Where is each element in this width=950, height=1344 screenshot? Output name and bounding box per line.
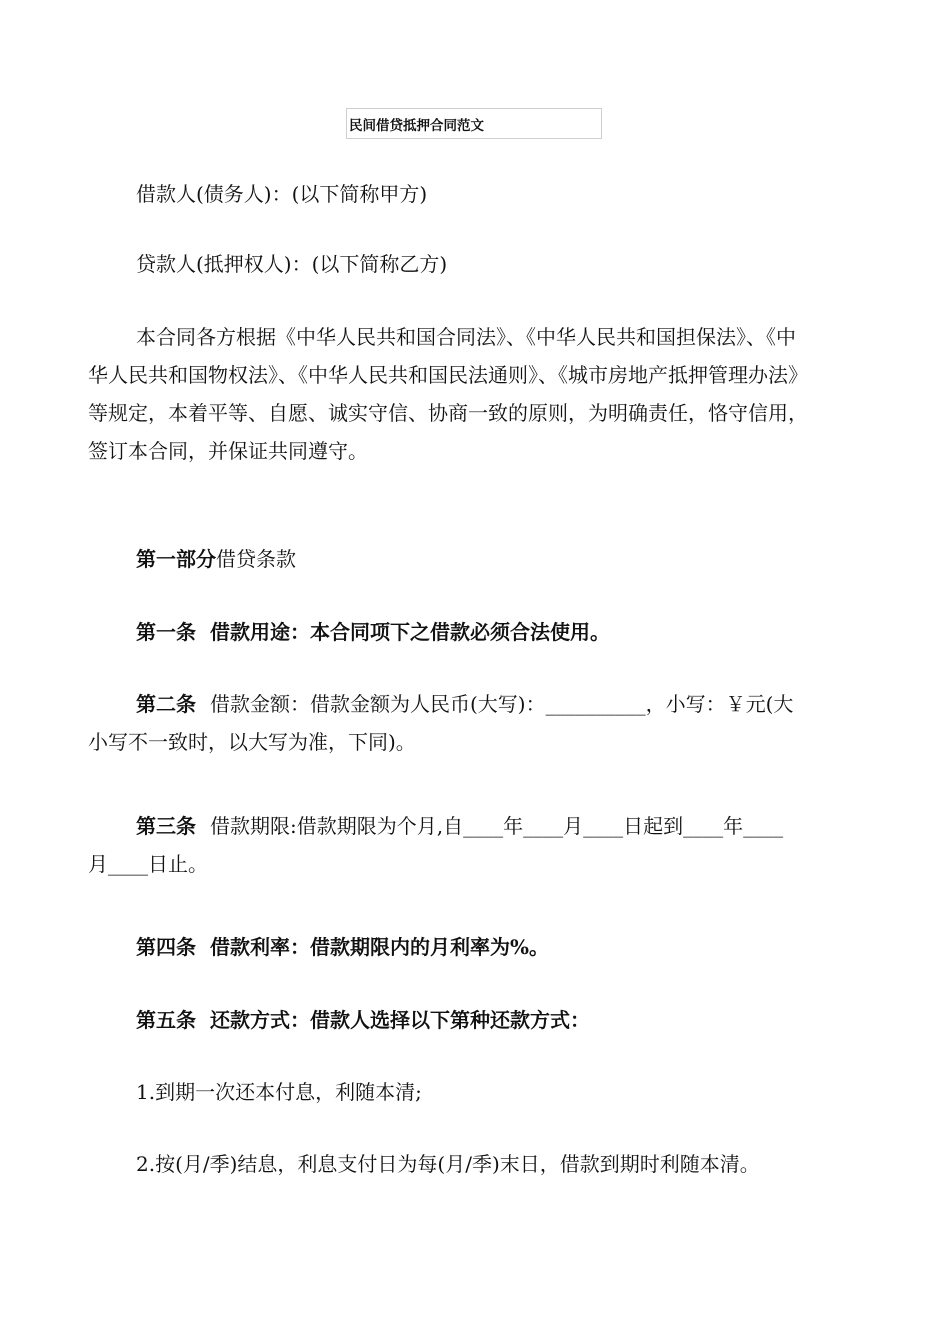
repayment-option-2	[88, 1145, 868, 1183]
article-5	[88, 1001, 868, 1039]
preamble-line-4: 签订本合同，并保证共同遵守。	[88, 439, 368, 463]
article-4-text: 借款利率：借款期限内的月利率为%。	[210, 935, 550, 959]
option-2-number: 2.	[136, 1152, 156, 1176]
title-box	[346, 108, 602, 139]
article-5-text: 还款方式：借款人选择以下第种还款方式：	[210, 1008, 590, 1032]
preamble-line-3: 等规定，本着平等、自愿、诚实守信、协商一致的原则，为明确责任，恪守信用，	[88, 401, 808, 425]
preamble-paragraph	[88, 318, 868, 470]
repayment-option-1	[88, 1073, 868, 1111]
article-1	[88, 613, 868, 651]
part-1-heading	[88, 540, 868, 578]
article-3	[88, 807, 868, 883]
document-title: 民间借贷抵押合同范文	[349, 118, 484, 134]
article-4-label: 第四条	[136, 935, 196, 959]
article-2-line-1: 借款金额：借款金额为人民币(大写)：__________，小写：￥元(大	[210, 692, 794, 716]
option-1-text: 到期一次还本付息，利随本清;	[155, 1080, 422, 1104]
article-1-text: 借款用途：本合同项下之借款必须合法使用。	[210, 620, 610, 644]
part-1-label: 第一部分	[136, 547, 216, 571]
article-4	[88, 928, 868, 966]
option-1-number: 1.	[136, 1080, 156, 1104]
article-2	[88, 685, 868, 761]
article-5-label: 第五条	[136, 1008, 196, 1032]
lender-line: 贷款人(抵押权人)：(以下简称乙方)	[136, 252, 448, 276]
article-2-line-2: 小写不一致时，以大写为准，下同)。	[88, 730, 416, 754]
option-2-text: 按(月/季)结息，利息支付日为每(月/季)末日，借款到期时利随本清。	[155, 1152, 760, 1176]
article-2-label: 第二条	[136, 692, 196, 716]
article-1-label: 第一条	[136, 620, 196, 644]
preamble-line-1: 本合同各方根据《中华人民共和国合同法》、《中华人民共和国担保法》、《中	[136, 325, 796, 349]
article-3-label: 第三条	[136, 814, 196, 838]
article-3-line-1: 借款期限:借款期限为个月,自____年____月____日起到____年____	[210, 814, 784, 838]
preamble-line-2: 华人民共和国物权法》、《中华人民共和国民法通则》、《城市房地产抵押管理办法》	[88, 363, 808, 387]
part-1-text: 借贷条款	[216, 547, 296, 571]
article-3-line-2: 月____日止。	[88, 852, 208, 876]
borrower-line: 借款人(债务人)：(以下简称甲方)	[136, 182, 428, 206]
